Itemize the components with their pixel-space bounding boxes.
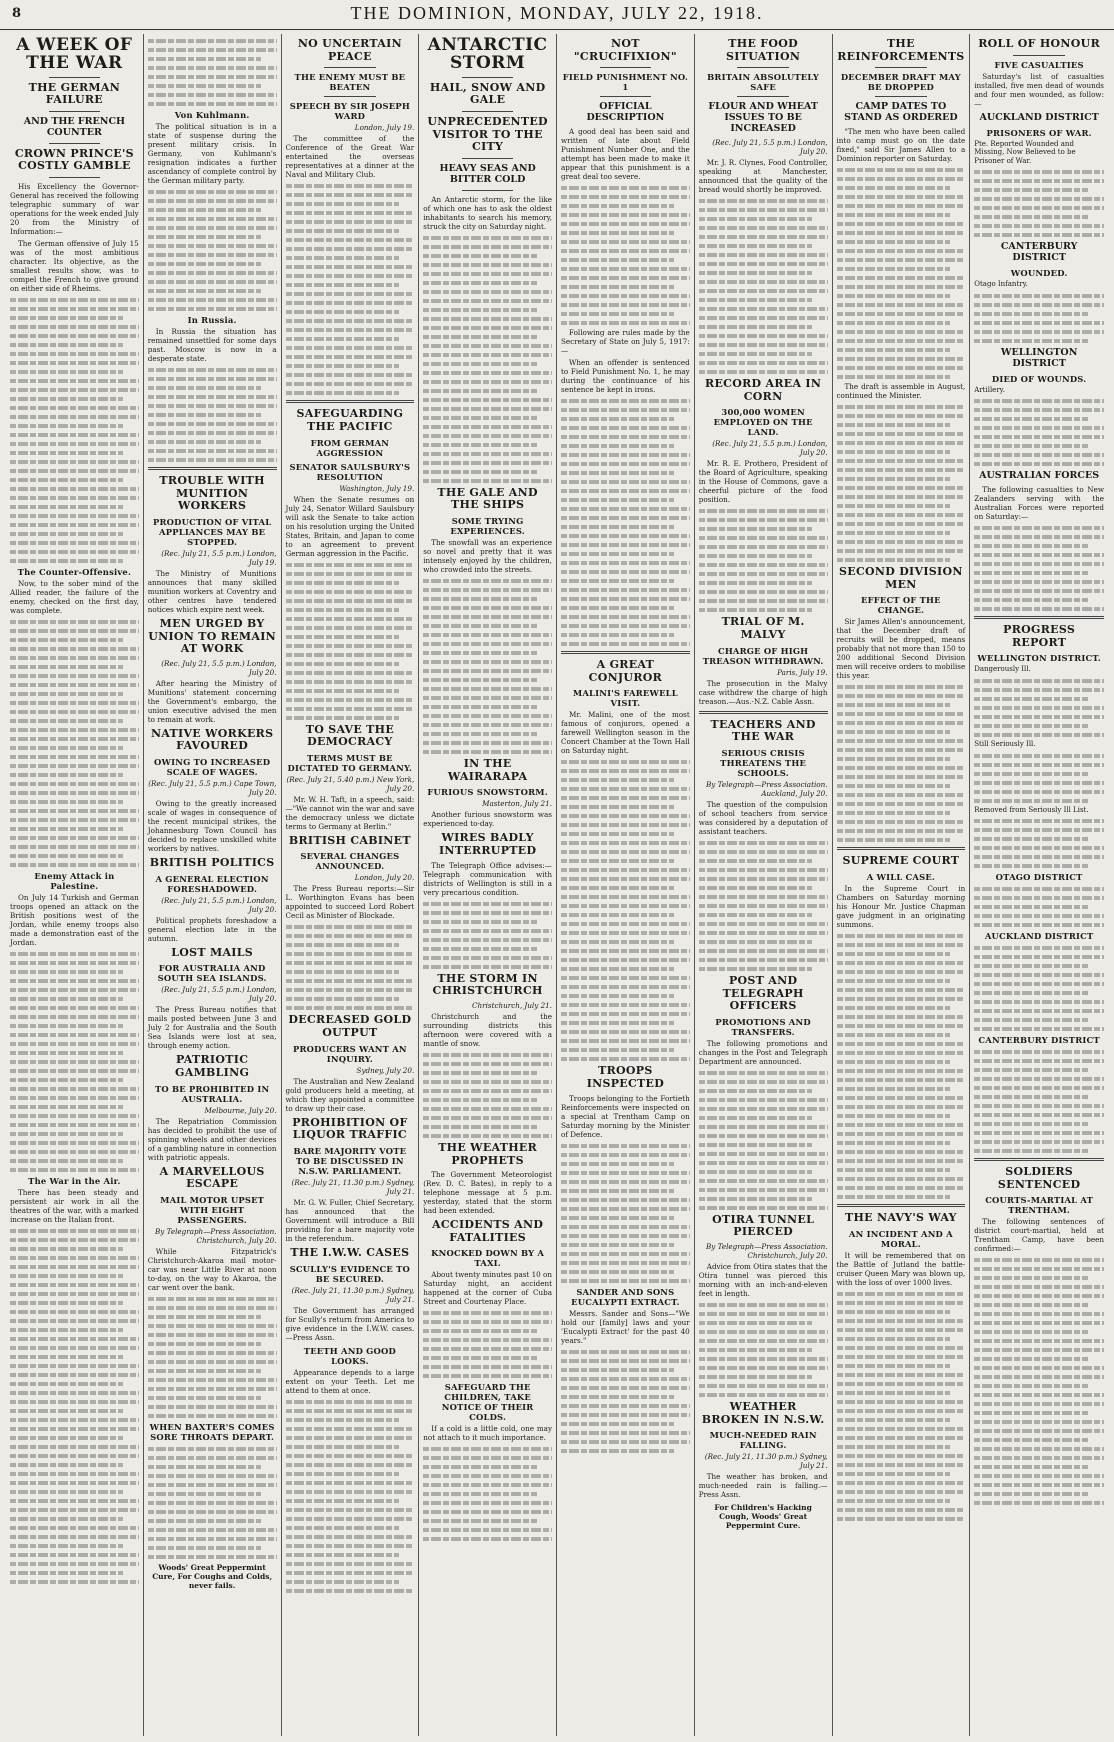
article-subheading: MUCH-NEEDED RAIN FALLING. (709, 1430, 817, 1451)
text-filler (148, 39, 277, 106)
text-filler (10, 298, 139, 563)
article-headline: TROUBLE WITH MUNITION WORKERS (159, 474, 265, 513)
article-paragraph: It will be remembered that on the Battle of Jutland the battle-cruiser Queen Mary was blown up, with the loss of over 1000 lives. (836, 1250, 966, 1287)
article-headline: NOT "CRUCIFIXION" (573, 37, 677, 63)
article-headline: THE FOOD SITUATION (726, 37, 801, 63)
article-subheading: PRODUCERS WANT AN INQUIRY. (292, 1043, 407, 1064)
divider (324, 67, 376, 68)
text-filler (423, 1053, 552, 1138)
text-filler (423, 902, 552, 969)
dateline: Melbourne, July 20. (204, 1105, 277, 1115)
article-paragraph: On July 14 Turkish and German troops opened an attack on the British positions west of the Jordan, while enemy troops also made a demonstration east of the Jordan. (10, 893, 139, 948)
article-subheading: MALINI'S FAREWELL VISIT. (572, 688, 678, 709)
divider (49, 143, 101, 144)
article-subheading: 300,000 WOMEN EMPLOYED ON THE LAND. (713, 407, 813, 438)
article-headline: POST AND TELEGRAPH OFFICERS (722, 973, 804, 1013)
text-filler (286, 925, 415, 1010)
article-subheading: SCULLY'S EVIDENCE TO BE SECURED. (289, 1263, 411, 1284)
dateline: By Telegraph—Press Association. Auckland, July 20. (705, 779, 828, 798)
article-headline: A GREAT CONJUROR (588, 658, 663, 684)
text-filler (286, 563, 415, 720)
dateline: (Rec. July 21, 11.30 p.m.) Sydney, July 21. (704, 1452, 828, 1471)
column-2 (144, 34, 282, 1736)
article-paragraph: The Repatriation Commission has decided to prohibit the use of spinning wheels and other devices of a gambling nature in connection with patriotic appeals. (147, 1116, 277, 1162)
text-filler (699, 1303, 828, 1397)
divider (837, 1204, 966, 1207)
article-headline: BRITISH CABINET (288, 833, 411, 847)
article-paragraph: The committee of the Conference of the Great War entertained the overseas representatives at a dinner at the Naval and Military Club. (285, 134, 415, 180)
text-filler (837, 934, 966, 1199)
divider (148, 467, 277, 470)
article-subheading: CAMP DATES TO STAND AS ORDERED (844, 101, 958, 124)
divider (286, 400, 415, 403)
article-headline: SECOND DIVISION MEN (839, 565, 963, 591)
text-filler (423, 1311, 552, 1378)
text-filler (699, 1071, 828, 1210)
article-subheading: SERIOUS CRISIS THREATENS THE SCHOOLS. (720, 747, 807, 778)
article-paragraph: The Press Bureau notifies that mails posted between June 3 and July 2 for Australia and the South Sea Islands were lost at sea, through enemy action. (147, 1005, 277, 1051)
article-paragraph: The Government has arranged for Scully's return from America to give evidence in the I.W.W. cases.—Press Assn. (285, 1305, 415, 1342)
article-headline: THE I.W.W. CASES (290, 1246, 410, 1260)
text-filler (423, 579, 552, 754)
section-subhead: CANTERBURY DISTRICT (1000, 241, 1078, 264)
column-7 (833, 34, 971, 1736)
text-filler (699, 509, 828, 612)
divider (462, 111, 514, 112)
divider (324, 96, 376, 97)
text-filler (423, 1447, 552, 1541)
divider (600, 67, 652, 68)
article-paragraph: Mr. Malini, one of the most famous of conjurors, opened a farewell Wellington season in the Concert Chamber at the Town Hall on Saturday night. (561, 710, 690, 756)
article-headline: DECREASED GOLD OUTPUT (288, 1013, 412, 1040)
advertisement: For Children's Hacking Cough, Woods' Great Peppermint Cure. (714, 1503, 812, 1531)
text-filler (561, 186, 690, 325)
text-filler (974, 170, 1104, 237)
newspaper-page (6, 34, 1108, 1736)
article-subheading: MAIL MOTOR UPSET WITH EIGHT PASSENGERS. (160, 1194, 265, 1225)
text-filler (286, 184, 415, 395)
article-headline: ANTARCTIC STORM (427, 35, 548, 73)
article-subheading: A GENERAL ELECTION FORESHADOWED. (155, 873, 269, 894)
text-filler (148, 368, 277, 462)
article-paragraph: An Antarctic storm, for the like of which one has to ask the oldest inhabitants to search his memory, struck the city on Saturday night. (423, 194, 552, 231)
divider (49, 77, 101, 78)
section-subhead: PRISONERS OF WAR. (986, 127, 1092, 138)
article-paragraph: Appearance depends to a large extent on your Teeth. Let me attend to them at once. (285, 1367, 415, 1395)
divider (737, 67, 789, 68)
section-subhead: AUCKLAND DISTRICT (979, 111, 1099, 123)
article-paragraph: The weather has broken, and much-needed rain is falling.—Press Assn. (698, 1472, 828, 1500)
article-paragraph: The following casualties to New Zealanders serving with the Australian Forces were reported on Saturday:— (974, 485, 1104, 522)
article-headline: IN THE WAIRARAPA (447, 757, 528, 783)
casualty-entry: Pte. Reported Wounded and Missing, Now Believed to be Prisoner of War. (974, 139, 1076, 165)
article-headline: SAFEGUARDING THE PACIFIC (296, 407, 404, 433)
dateline: (Rec. July 21, 5.5 p.m.) London, July 20. (161, 895, 277, 914)
article-subheading: EFFECT OF THE CHANGE. (860, 595, 941, 616)
text-filler (974, 819, 1104, 868)
divider (974, 616, 1104, 619)
section-subhead: OTAGO DISTRICT (995, 872, 1083, 883)
page-number: 8 (12, 6, 22, 21)
divider (875, 96, 927, 97)
article-subheading: DECEMBER DRAFT MAY BE DROPPED (840, 72, 961, 93)
article-subheading: FIVE CASUALTIES (994, 59, 1084, 70)
article-paragraph: The Australian and New Zealand gold producers held a meeting, at which they appointed a committee to draw up their case. (285, 1076, 415, 1113)
article-paragraph: The Ministry of Munitions announces that many skilled munition workers at Coventry and other centres have tendered notices which expire next week. (147, 568, 277, 614)
section-subhead: The War in the Air. (28, 1176, 121, 1187)
article-subheading: FIELD PUNISHMENT NO. 1 (562, 72, 689, 93)
text-filler (561, 760, 690, 1061)
article-subheading: A WILL CASE. (866, 872, 936, 883)
article-paragraph: Another furious snowstorm was experienced to-day. (423, 810, 552, 829)
text-filler (837, 685, 966, 842)
dateline: London, July 20. (354, 873, 415, 883)
article-subheading: OFFICIAL DESCRIPTION (586, 101, 665, 124)
ad-heading: SAFEGUARD THE CHILDREN, TAKE NOTICE OF THEIR COLDS. (441, 1382, 534, 1423)
divider (462, 158, 514, 159)
text-filler (148, 1297, 277, 1418)
dateline: London, July 19. (354, 123, 415, 133)
article-paragraph: The snowfall was an experience so novel and pretty that it was intensely enjoyed by the children, who crowded into the streets. (423, 538, 552, 575)
article-subheading: TERMS MUST BE DICTATED TO GERMANY. (287, 752, 413, 773)
article-subheading: AN INCIDENT AND A MORAL. (848, 1228, 953, 1249)
text-filler (148, 190, 277, 311)
article-subheading: HEAVY SEAS AND BITTER COLD (439, 162, 536, 185)
article-headline: RECORD AREA IN CORN (705, 377, 822, 403)
text-filler (561, 1144, 690, 1283)
article-headline: WIRES BADLY INTERRUPTED (438, 831, 537, 857)
article-headline: NO UNCERTAIN PEACE (297, 37, 402, 63)
article-paragraph: When an offender is sentenced to Field Punishment No. 1, he may during the continuance of his sentence be kept in irons. (561, 358, 690, 395)
article-subheading: FLOUR AND WHEAT ISSUES TO BE INCREASED (708, 101, 818, 135)
casualty-entry: Artillery. (974, 385, 1005, 394)
article-headline: THE WEATHER PROPHETS (438, 1140, 538, 1167)
article-headline: PATRIOTIC GAMBLING (175, 1053, 250, 1080)
divider (737, 96, 789, 97)
dateline: (Rec. July 21, 5.5 p.m.) London, July 20. (161, 658, 277, 677)
article-headline: TO SAVE THE DEMOCRACY (305, 722, 395, 749)
dateline: (Rec. July 21, 11.30 p.m.) Sydney, July 21. (291, 1178, 415, 1197)
article-paragraph: If a cold is a little cold, one may not attach to it much importance. (423, 1424, 552, 1443)
section-subhead: Enemy Attack in Palestine. (34, 871, 115, 892)
masthead (0, 0, 1114, 30)
section-subhead: AUSTRALIAN FORCES (979, 470, 1100, 482)
article-paragraph: About twenty minutes past 10 on Saturday night, an accident happened at the corner of Cuba Street and Courtenay Place. (423, 1270, 552, 1307)
divider (974, 1158, 1104, 1161)
article-headline: BRITISH POLITICS (149, 856, 275, 870)
article-headline: A MARVELLOUS ESCAPE (159, 1164, 265, 1191)
article-paragraph: The German offensive of July 15 was of the most ambitious character. Its objective, as the smallest results show, was to compel the French to give ground on either side of Rheims. (10, 239, 139, 294)
article-subheading: FROM GERMAN AGGRESSION (310, 437, 390, 458)
article-headline: THE NAVY'S WAY (844, 1211, 957, 1225)
column-8 (970, 34, 1108, 1736)
section-subhead: DIED OF WOUNDS. (991, 373, 1087, 384)
article-paragraph: Following are rules made by the Secretary of State on July 5, 1917:— (561, 328, 690, 356)
article-headline: MEN URGED BY UNION TO REMAIN AT WORK (148, 616, 277, 656)
section-subhead: The Counter-Offensive. (17, 567, 132, 578)
article-paragraph: Troops belonging to the Fortieth Reinforcements were inspected on a special at Trentham Camp on Saturday morning by the Minister of Defence. (561, 1093, 690, 1139)
article-subheading: SOME TRYING EXPERIENCES. (450, 516, 525, 537)
article-headline: THE REINFORCEMENTS (837, 37, 965, 63)
dateline: (Rec. July 21, 5.5 p.m.) London, July 19. (161, 548, 277, 567)
article-paragraph: Saturday's list of casualties installed, five men dead of wounds and four men wounded, as follow:— (974, 71, 1104, 108)
newspaper-title: THE DOMINION, MONDAY, JULY 22, 1918. (350, 3, 764, 23)
divider (1013, 55, 1065, 56)
article-paragraph: Messrs. Sander and Sons—"We hold our [family] laws and your 'Eucalypti Extract' for the past 40 years." (561, 1308, 690, 1345)
article-paragraph: Owing to the greatly increased scale of wages in consequence of the recent municipal strikes, the Johannesburg Town Council has decided to replace unskilled white workers by natives. (147, 799, 277, 854)
article-paragraph: Mr. J. R. Clynes, Food Controller, speaking at Manchester, announced that the quality of the bread would shortly be improved. (698, 158, 828, 195)
article-paragraph: While Fitzpatrick's Christchurch-Akaroa mail motor-car was near Little River at noon to-day, on the way to Akaroa, the car went over the bank. (147, 1246, 277, 1292)
article-subheading: UNPRECEDENTED VISITOR TO THE CITY (427, 114, 548, 154)
article-headline: PROGRESS REPORT (1003, 623, 1076, 649)
article-paragraph: The prosecution in the Malvy case withdrew the charge of high treason.—Aus.-N.Z. Cable Assn. (698, 678, 828, 706)
article-paragraph: Christchurch and the surrounding districts this afternoon were covered with a mantle of snow. (423, 1011, 552, 1048)
article-headline: THE STORM IN CHRISTCHURCH (432, 971, 543, 998)
column-1 (6, 34, 144, 1736)
article-headline: ROLL OF HONOUR (978, 37, 1101, 50)
text-filler (286, 1400, 415, 1593)
divider (49, 111, 101, 112)
section-subhead: WOUNDED. (1010, 268, 1068, 279)
ad-heading: SANDER AND SONS EUCALYPTI EXTRACT. (571, 1286, 680, 1307)
article-paragraph: A good deal has been said and written of late about Field Punishment Number One, and the attempt has been made to make it appear that this punishment is a great deal too severe. (561, 127, 690, 182)
article-subheading: SPEECH BY SIR JOSEPH WARD (289, 101, 410, 122)
article-paragraph: Mr. W. H. Taft, in a speech, said:—"We cannot win the war and save the democracy unless we dictate terms to Germany at Berlin." (285, 794, 415, 831)
article-paragraph: Mr. R. E. Prothero, President of the Board of Agriculture, speaking in the House of Commons, gave a cheerful picture of the food position. (698, 459, 828, 505)
dateline: (Rec. July 21, 5.5 p.m.) London, July 20. (161, 985, 277, 1004)
article-subheading: OWING TO INCREASED SCALE OF WAGES. (154, 757, 271, 778)
article-subheading: BRITAIN ABSOLUTELY SAFE (707, 72, 820, 93)
text-filler (699, 199, 828, 374)
article-paragraph: Mr. G. W. Fuller, Chief Secretary, has announced that the Government will introduce a Bill providing for a bare majority vote in the referendum. (285, 1198, 415, 1244)
section-subhead: Von Kuhlmann. (174, 110, 250, 120)
list-label: Removed from Seriously Ill List. (974, 805, 1089, 814)
article-subheading: SENATOR SAULSBURY'S RESOLUTION (289, 461, 411, 482)
dateline: Washington, July 19. (339, 483, 415, 493)
text-filler (837, 405, 966, 562)
dateline: Christchurch, July 21. (472, 1000, 552, 1010)
article-paragraph: The following promotions and changes in the Post and Telegraph Department are announced. (698, 1038, 828, 1066)
article-headline: WEATHER BROKEN IN N.S.W. (701, 1400, 825, 1426)
article-headline: THE GALE AND THE SHIPS (437, 485, 538, 512)
article-paragraph: The Government Meteorologist (Rev. D. C. Bates), in reply to a telephone message at 5 p.m. yesterday, stated that the storm had been extended. (423, 1170, 552, 1216)
dateline: Masterton, July 21. (482, 799, 552, 809)
article-headline: SUPREME COURT (842, 854, 960, 868)
article-headline: A WEEK OF THE WAR (16, 35, 133, 73)
article-headline: OTIRA TUNNEL PIERCED (712, 1212, 815, 1239)
article-subheading: AND THE FRENCH COUNTER (23, 115, 126, 138)
text-filler (148, 1447, 277, 1559)
column-3 (282, 34, 420, 1736)
text-filler (974, 294, 1104, 343)
article-paragraph: The Telegraph Office advises:—Telegraph communication with districts of Wellington is still in a very precarious condition. (423, 860, 552, 897)
article-paragraph: After hearing the Ministry of Munitions' statement concerning the Government's embargo, the union executive advised the men to remain at work. (147, 678, 277, 724)
section-subhead: WELLINGTON DISTRICT (1000, 346, 1078, 369)
dateline: (Rec. July 21, 11.30 p.m.) Sydney, July 21. (291, 1285, 415, 1304)
article-headline: PROHIBITION OF LIQUOR TRAFFIC (292, 1115, 408, 1142)
casualty-entry: Otago Infantry. (974, 280, 1028, 289)
divider (875, 67, 927, 68)
dateline: Sydney, July 20. (356, 1065, 415, 1075)
article-headline: SOLDIERS SENTENCED (997, 1165, 1081, 1191)
text-filler (974, 946, 1104, 1031)
divider (462, 77, 514, 78)
advertisement: Woods' Great Peppermint Cure, For Coughs and Colds, never fails. (152, 1562, 273, 1590)
dateline: Paris, July 19. (777, 667, 828, 677)
article-headline: NATIVE WORKERS FAVOURED (150, 726, 274, 753)
article-headline: LOST MAILS (171, 945, 254, 959)
section-subhead: In Russia. (187, 315, 237, 325)
article-paragraph: There has been steady and persistent air work in all the theatres of the war, with a marked increase on the Italian front. (10, 1188, 139, 1225)
article-subheading: CROWN PRINCE'S COSTLY GAMBLE (14, 146, 134, 173)
text-filler (837, 168, 966, 379)
column-4 (419, 34, 557, 1736)
article-paragraph: "The men who have been called into camp must go on the date fixed," said Sir James Allen to a Dominion reporter on Saturday. (836, 127, 966, 164)
text-filler (10, 952, 139, 1172)
ad-heading: WHEN BAXTER'S COMES SORE THROATS DEPART. (149, 1421, 275, 1442)
ad-heading: TEETH AND GOOD LOOKS. (303, 1345, 396, 1366)
article-subheading: CHARGE OF HIGH TREASON WITHDRAWN. (702, 645, 824, 666)
article-headline: TEACHERS AND THE WAR (710, 717, 816, 744)
article-subheading: THE GERMAN FAILURE (28, 80, 121, 107)
article-headline: TROOPS INSPECTED (586, 1064, 665, 1091)
column-6 (695, 34, 833, 1736)
text-filler (974, 1050, 1104, 1153)
dateline: By Telegraph—Press Association. Christchurch, July 20. (705, 1242, 828, 1261)
article-subheading: PROMOTIONS AND TRANSFERS. (715, 1016, 811, 1037)
dateline: (Rec. July 21, 5.5 p.m.) Cape Town, July 20. (148, 779, 277, 798)
article-paragraph: Political prophets foreshadow a general election late in the autumn. (147, 915, 277, 943)
divider (49, 177, 101, 178)
text-filler (974, 1258, 1104, 1505)
article-paragraph: In the Supreme Court in Chambers on Saturday morning his Honour Mr. Justice Chapman gave judgment in an originating summons. (836, 884, 966, 930)
article-paragraph: The political situation is in a state of suspense during the present military crisis. In Germany, von Kuhlmann's resignation indicates a further ascendancy of complete control by the German military party. (147, 122, 277, 185)
dateline: (Rec. July 21, 5.5 p.m.) London, July 20. (712, 439, 828, 458)
article-paragraph: Advice from Otira states that the Otira tunnel was pierced this morning with an inch-and-eleven feet in length. (698, 1262, 828, 1299)
article-subheading: FOR AUSTRALIA AND SOUTH SEA ISLANDS. (157, 963, 267, 984)
divider (462, 190, 514, 191)
article-subheading: PRODUCTION OF VITAL APPLIANCES MAY BE STOPPED. (152, 516, 272, 547)
list-label: Still Seriously Ill. (974, 740, 1036, 749)
article-headline: TRIAL OF M. MALVY (721, 615, 805, 641)
divider (600, 96, 652, 97)
article-subheading: SEVERAL CHANGES ANNOUNCED. (300, 851, 400, 872)
section-subhead: CANTERBURY DISTRICT (978, 1035, 1100, 1046)
article-paragraph: The following sentences of district court-martial, held at Trentham Camp, have been confirmed:— (974, 1217, 1104, 1254)
text-filler (974, 754, 1104, 803)
text-filler (10, 1229, 139, 1584)
list-label: Dangerously Ill. (974, 665, 1031, 674)
article-subheading: BARE MAJORITY VOTE TO BE DISCUSSED IN N.S.W. PARLIAMENT. (293, 1146, 407, 1177)
article-subheading: HAIL, SNOW AND GALE (429, 80, 546, 107)
text-filler (974, 399, 1104, 466)
article-subheading: KNOCKED DOWN BY A TAXI. (431, 1248, 545, 1269)
text-filler (423, 236, 552, 483)
divider (561, 651, 690, 654)
divider (837, 847, 966, 850)
article-headline: ACCIDENTS AND FATALITIES (432, 1218, 544, 1244)
dateline: By Telegraph—Press Association. Christchurch, July 20. (154, 1226, 277, 1245)
article-paragraph: The Press Bureau reports:—Sir L. Worthington Evans has been appointed to succeed Lord Robert Cecil as Minister of Blockade. (285, 884, 415, 921)
article-paragraph: The draft is assemble in August, continued the Minister. (836, 382, 966, 401)
text-filler (974, 887, 1104, 927)
text-filler (837, 1292, 966, 1521)
section-subhead: WELLINGTON DISTRICT. (977, 653, 1101, 664)
article-paragraph: In Russia the situation has remained unsettled for some days past. Moscow is now in a desperate state. (147, 327, 277, 363)
dateline: (Rec. July 21, 5.5 p.m.) London, July 20. (712, 138, 828, 157)
article-paragraph: His Excellency the Governor-General has received the following telegraphic summary of war operations for the week ended July 20 from the Ministry of Information:— (10, 182, 139, 237)
text-filler (974, 526, 1104, 611)
article-paragraph: The question of the compulsion of school teachers from service was considered by a deputation of assistant teachers. (698, 799, 828, 836)
text-filler (10, 620, 139, 867)
article-paragraph: When the Senate resumes on July 24, Senator Willard Saulsbury will ask the Senate to take action on his resolution urging the United States, Britain, and Japan to come to an agreement to prevent German aggression in the Pacific. (285, 494, 415, 558)
dateline: (Rec. July 21, 5.40 p.m.) New York, July 20. (286, 774, 415, 793)
column-5 (557, 34, 695, 1736)
article-paragraph: Now, to the sober mind of the Allied reader, the failure of the enemy, checked on the first day, was complete. (10, 579, 139, 616)
article-subheading: THE ENEMY MUST BE BEATEN (294, 72, 406, 93)
section-subhead: AUCKLAND DISTRICT (984, 931, 1094, 942)
article-subheading: TO BE PROHIBITED IN AUSTRALIA. (154, 1083, 270, 1104)
article-subheading: FURIOUS SNOWSTORM. (427, 787, 548, 798)
divider (699, 711, 828, 714)
article-paragraph: Sir James Allen's announcement, that the December draft of recruits will be dropped, means probably that not more than 150 to 200 additional Second Division men will receive orders to mobilise this year. (836, 617, 966, 681)
article-subheading: COURTS-MARTIAL AT TRENTHAM. (985, 1195, 1094, 1216)
text-filler (699, 841, 828, 971)
text-filler (974, 679, 1104, 737)
text-filler (561, 1350, 690, 1453)
text-filler (561, 399, 690, 646)
